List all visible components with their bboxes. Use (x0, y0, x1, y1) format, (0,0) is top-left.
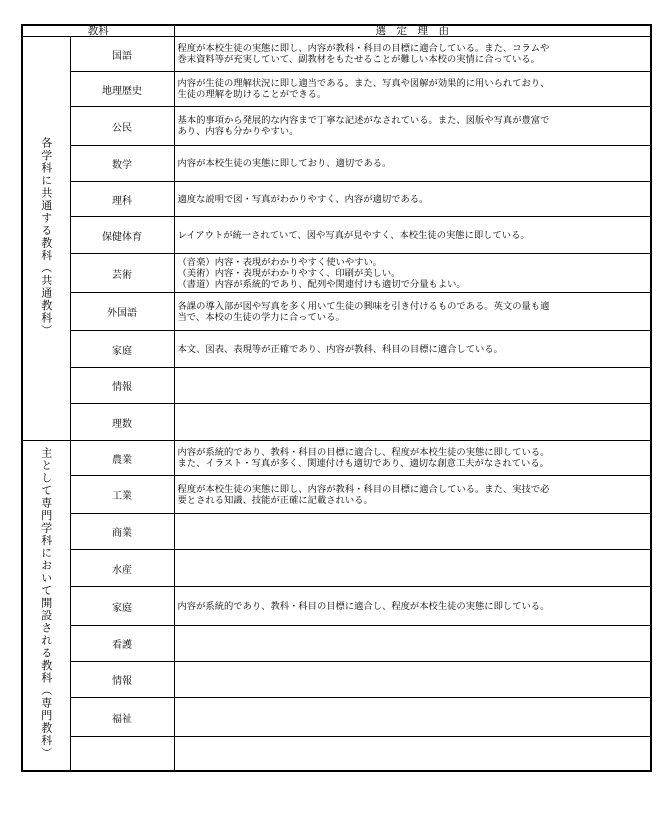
subject-cell: 公民 (70, 107, 174, 146)
table-header-row (22, 25, 651, 37)
table-row (22, 587, 651, 626)
table-row (22, 293, 651, 331)
reason-cell: 内容が系統的であり、教科・科目の目標に適合し、程度が本校生徒の実態に即している。 (174, 587, 651, 626)
subject-cell: 外国語 (70, 293, 174, 331)
reason-cell (174, 514, 651, 550)
table-row (22, 550, 651, 587)
table-body (22, 37, 651, 771)
table-row (22, 107, 651, 146)
subject-cell: 情報 (70, 368, 174, 404)
table-row (22, 404, 651, 441)
reason-cell (174, 737, 651, 771)
subject-cell: 理科 (70, 182, 174, 217)
subject-cell: 家庭 (70, 587, 174, 626)
group-label: 各学科に共通する教科（共通教科） (39, 136, 53, 337)
reason-cell (174, 368, 651, 404)
table-row (22, 217, 651, 254)
subject-cell: 情報 (70, 662, 174, 698)
table-row (22, 368, 651, 404)
table-row (22, 146, 651, 182)
reason-cell: 程度が本校生徒の実態に即し、内容が教科・科目の目標に適合している。また、実技で必 要とされる知識、技能が正確に記載されいる。 (174, 476, 651, 514)
reason-cell (174, 404, 651, 441)
group-label: 主として専門学科において開設される教科（専門教科） (39, 447, 53, 760)
reason-cell: 適度な説明で図・写真がわかりやすく、内容が適切である。 (174, 182, 651, 217)
table-row (22, 662, 651, 698)
group-label-cell (22, 37, 70, 441)
subject-cell: 水産 (70, 550, 174, 587)
subject-cell: 工業 (70, 476, 174, 514)
reason-cell: （音楽）内容・表現がわかりやすく使いやすい。 （美術）内容・表現がわかりやすく、印刷が美しい。 （書道）内容が系統的であり、配列や関連付けも適切で分量もよい。 (174, 254, 651, 293)
table-row (22, 72, 651, 107)
subject-cell (70, 737, 174, 771)
reason-cell (174, 626, 651, 662)
table-row (22, 37, 651, 72)
subject-cell: 数学 (70, 146, 174, 182)
reason-cell (174, 550, 651, 587)
reason-cell: 各課の導入部が図や写真を多く用いて生徒の興味を引き付けるものである。英文の量も適 当で、本校の生徒の学力に合っている。 (174, 293, 651, 331)
table-row (22, 737, 651, 771)
subject-column-header: 教科 (22, 25, 174, 37)
subject-cell: 家庭 (70, 331, 174, 368)
reason-column-header: 選 定 理 由 (174, 25, 651, 37)
table-row (22, 476, 651, 514)
reason-cell: レイアウトが統一されていて、図や写真が見やすく、本校生徒の実態に即している。 (174, 217, 651, 254)
table-row (22, 441, 651, 476)
table-row (22, 331, 651, 368)
reason-cell (174, 698, 651, 737)
subject-cell: 地理歴史 (70, 72, 174, 107)
reason-cell: 程度が本校生徒の実態に即し、内容が教科・科目の目標に適合している。また、コラムや 巻末資料等が充実していて、副教材をもたせることが難しい本校の実情に合っている。 (174, 37, 651, 72)
table-row (22, 514, 651, 550)
subject-cell: 商業 (70, 514, 174, 550)
selection-reasons-table (21, 24, 652, 772)
subject-cell: 農業 (70, 441, 174, 476)
subject-cell: 国語 (70, 37, 174, 72)
subject-cell: 理数 (70, 404, 174, 441)
table-row (22, 254, 651, 293)
reason-cell: 内容が系統的であり、教科・科目の目標に適合し、程度が本校生徒の実態に即している。 また、イラスト・写真が多く、関連付けも適切であり、適切な創意工夫がなされている。 (174, 441, 651, 476)
subject-cell: 看護 (70, 626, 174, 662)
reason-cell: 基本的事項から発展的な内容まで丁寧な記述がなされている。また、図版や写真が豊富で あり、内容も分かりやすい。 (174, 107, 651, 146)
table-row (22, 182, 651, 217)
subject-cell: 福祉 (70, 698, 174, 737)
reason-cell: 内容が生徒の理解状況に即し適当である。また、写真や図解が効果的に用いられており、 生徒の理解を助けることができる。 (174, 72, 651, 107)
reason-cell: 本文、図表、表現等が正確であり、内容が教科、科目の目標に適合している。 (174, 331, 651, 368)
reason-cell: 内容が本校生徒の実態に即しており、適切である。 (174, 146, 651, 182)
table-row (22, 698, 651, 737)
subject-cell: 芸術 (70, 254, 174, 293)
reason-cell (174, 662, 651, 698)
table-row (22, 626, 651, 662)
group-label-cell (22, 441, 70, 771)
subject-cell: 保健体育 (70, 217, 174, 254)
